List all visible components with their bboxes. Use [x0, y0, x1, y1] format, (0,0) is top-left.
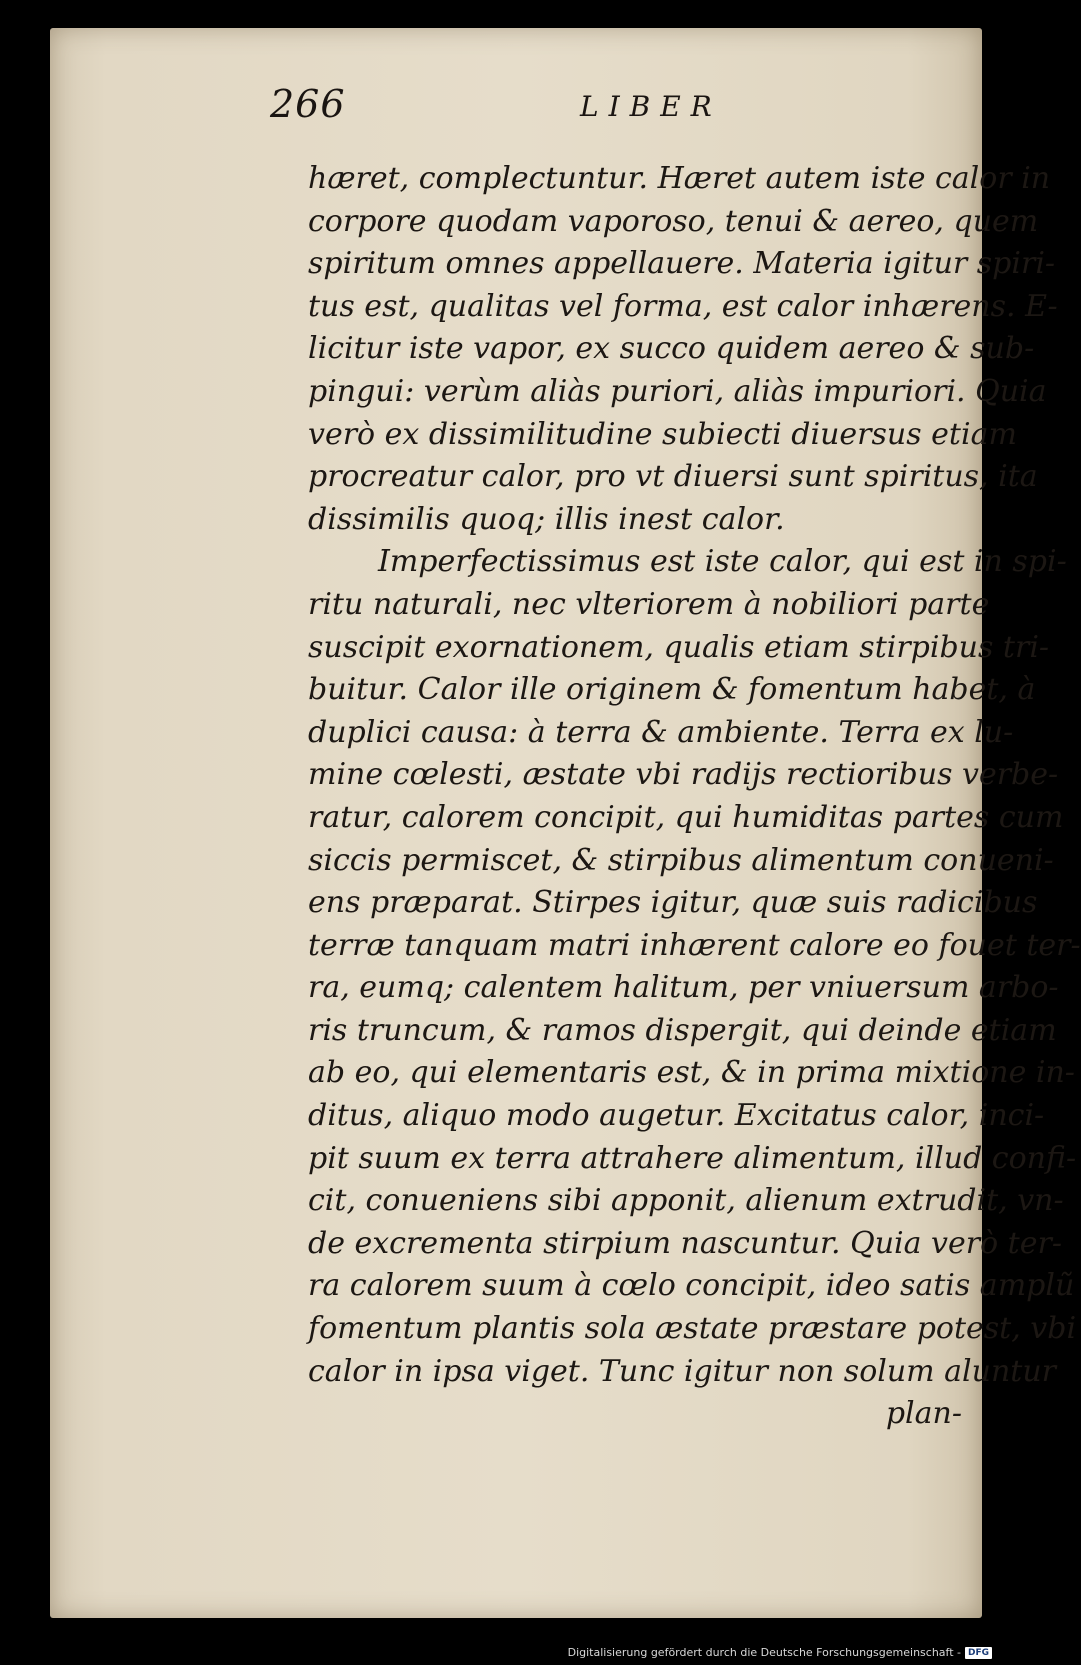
- dfg-logo: DFG: [965, 1647, 992, 1659]
- text-line: licitur iste vapor, ex succo quidem aereo & sub-: [308, 331, 1035, 367]
- text-line: spiritum omnes appellauere. Materia igitur spiri-: [308, 246, 1056, 282]
- text-line: cit, conueniens sibi apponit, alienum extrudit, vn-: [308, 1183, 1064, 1219]
- text-line: dissimilis quoq; illis inest calor.: [308, 501, 785, 537]
- text-line: tus est, qualitas vel forma, est calor inhærens. E-: [308, 288, 1058, 324]
- text-line: calor in ipsa viget. Tunc igitur non solum aluntur: [308, 1353, 1056, 1389]
- text-line: ra calorem suum à cœlo concipit, ideo satis amplũ: [308, 1268, 1075, 1304]
- book-page: [50, 28, 1081, 1618]
- credit-text: Digitalisierung gefördert durch die Deutsche Forschungsgemeinschaft -: [567, 1646, 961, 1659]
- digitization-credit: [568, 1646, 992, 1659]
- text-line: corpore quodam vaporoso, tenui & aereo, quem: [308, 203, 1039, 239]
- text-line: ris truncum, & ramos dispergit, qui deinde etiam: [308, 1012, 1057, 1048]
- text-line: fomentum plantis sola æstate præstare potest, vbi: [308, 1311, 1077, 1347]
- paragraph-start-line: Imperfectissimus est iste calor, qui est in spi-: [378, 544, 1067, 580]
- text-line: ab eo, qui elementaris est, & in prima mixtione in-: [308, 1055, 1075, 1091]
- text-line: verò ex dissimilitudine subiecti diuersus etiam: [308, 416, 1017, 452]
- catchword: plan-: [885, 1396, 962, 1432]
- text-line: pit suum ex terra attrahere alimentum, illud confi-: [308, 1140, 1077, 1176]
- text-line: de excrementa stirpium nascuntur. Quia verò ter-: [308, 1225, 1062, 1261]
- text-line: mine cœlesti, æstate vbi radijs rectioribus verbe-: [308, 757, 1059, 793]
- body-text: [308, 158, 1081, 1436]
- text-line: siccis permiscet, & stirpibus alimentum conueni-: [308, 842, 1054, 878]
- text-line: pingui: verùm aliàs puriori, aliàs impuriori. Quia: [308, 373, 1047, 409]
- text-line: buitur. Calor ille originem & fomentum habet, à: [308, 672, 1036, 708]
- text-line: ens præparat. Stirpes igitur, quæ suis radicibus: [308, 885, 1038, 921]
- text-line: ratur, calorem concipit, qui humiditas partes cum: [308, 799, 1064, 835]
- text-line: ritu naturali, nec vlteriorem à nobiliori parte: [308, 586, 990, 622]
- text-line: ra, eumq; calentem halitum, per vniuersum arbo-: [308, 970, 1059, 1006]
- text-line: procreatur calor, pro vt diuersi sunt spiritus, ita: [308, 459, 1038, 495]
- text-line: terræ tanquam matri inhærent calore eo fouet ter-: [308, 927, 1081, 963]
- page-number: 266: [270, 82, 346, 126]
- running-head: LIBER: [580, 90, 722, 123]
- text-line: duplici causa: à terra & ambiente. Terra ex lu-: [308, 714, 1014, 750]
- text-line: suscipit exornationem, qualis etiam stirpibus tri-: [308, 629, 1050, 665]
- text-line: hæret, complectuntur. Hæret autem iste calor in: [308, 161, 1051, 196]
- page-header: [270, 82, 970, 142]
- text-line: ditus, aliquo modo augetur. Excitatus calor, inci-: [308, 1098, 1045, 1134]
